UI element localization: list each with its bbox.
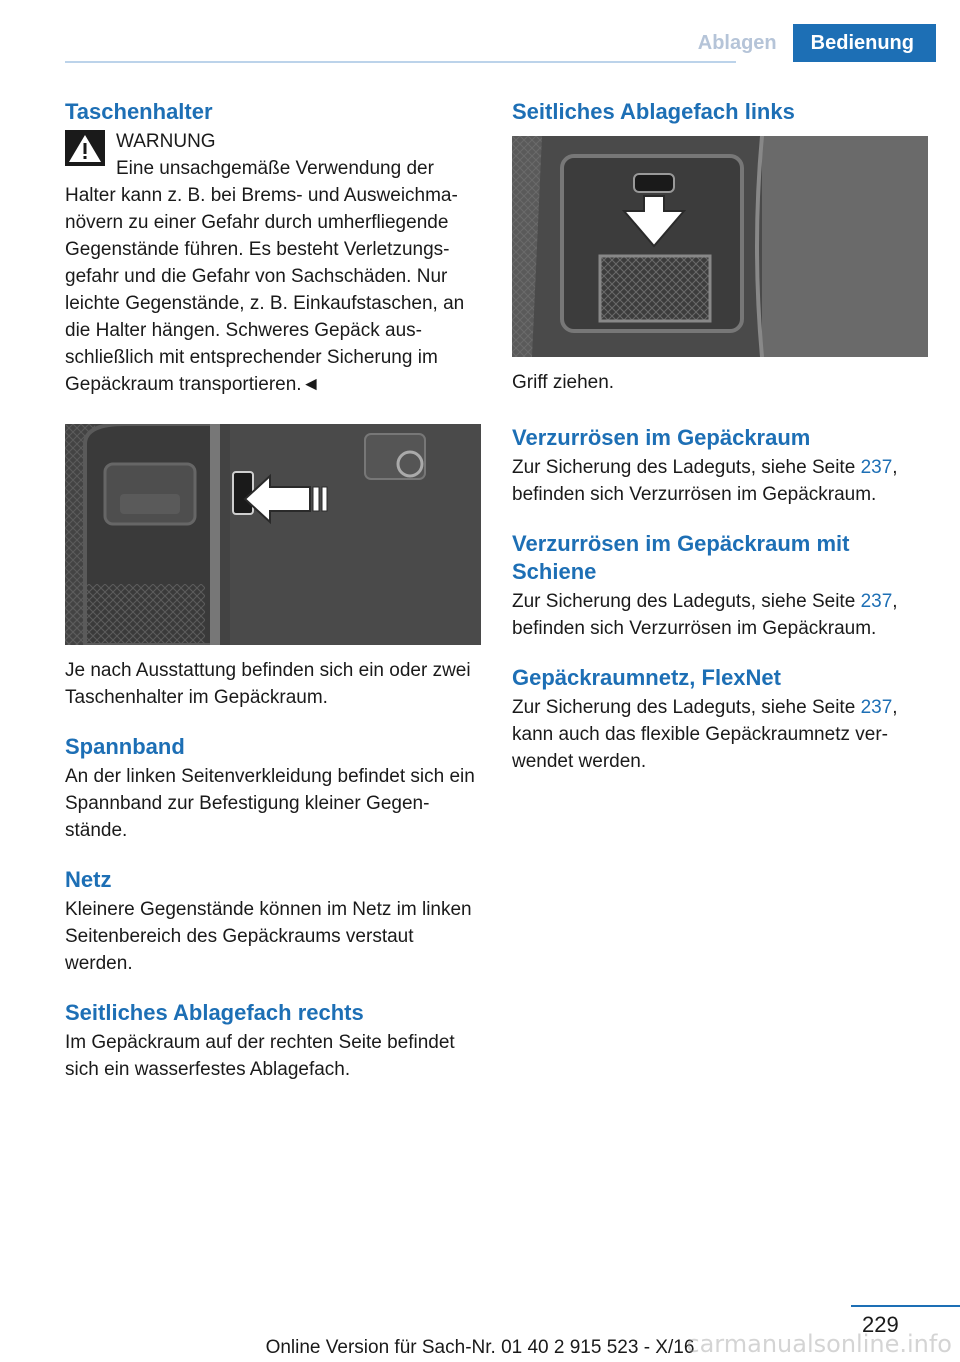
schiene-page-link[interactable]: 237 xyxy=(860,591,893,612)
header-divider xyxy=(65,61,736,63)
rechts-text: Im Gepäckraum auf der rechten Seite befindet sich ein wasserfestes Ablagefach. xyxy=(65,1032,455,1080)
right-column xyxy=(512,98,928,797)
warning-block xyxy=(65,128,481,398)
page-number: 229 xyxy=(862,1312,899,1337)
flexnet-text-b: , kann auch das flexible Gepäckraumnetz verwendet werden. xyxy=(512,697,898,772)
flexnet-text xyxy=(512,694,928,775)
verzurr-page-link[interactable]: 237 xyxy=(860,457,893,478)
section-netz xyxy=(65,866,481,977)
verzurr-text-a: Zur Sicherung des Ladeguts, siehe Seite xyxy=(512,457,861,478)
section-links xyxy=(512,369,928,396)
heading-schiene: Verzurrösen im Gepäckraum mit Schiene xyxy=(512,531,850,584)
footer-online-version: Online Version für Sach-Nr. 01 40 2 915 523 - X/16 xyxy=(265,1337,695,1358)
watermark: carmanualsonline.info xyxy=(686,1330,952,1358)
ablagefach-links-photo xyxy=(512,136,928,357)
taschenhalter-photo xyxy=(65,424,481,645)
heading-rechts: Seitliches Ablagefach rechts xyxy=(65,1000,364,1025)
heading-flexnet: Gepäckraumnetz, FlexNet xyxy=(512,665,781,690)
section-flexnet xyxy=(512,664,928,775)
section-links-heading xyxy=(512,98,928,126)
tab-ablagen[interactable]: Ablagen xyxy=(697,32,777,54)
heading-verzurr: Verzurrösen im Gepäckraum xyxy=(512,425,811,450)
warning-text: Eine unsachgemäße Verwendung der Halter kann z. B. bei Brems- und Ausweichmanövern zu einer Gefahr durch umherfliegende Gegenstände führen. Es besteht Verletzungsgefahr und die Gefahr von Sachschäden. Nur leichte Gegenstände, z. B. Einkaufstaschen, an die Halter hängen. Schweres Gepäck ausschließlich mit entsprechender Sicherung im Gepäckraum transportieren.◄ xyxy=(65,158,465,395)
flexnet-text-a: Zur Sicherung des Ladeguts, siehe Seite xyxy=(512,697,861,718)
schiene-text-b: , befinden sich Verzurrösen im Gepäckraum. xyxy=(512,591,898,639)
heading-taschenhalter: Taschenhalter xyxy=(65,99,213,124)
section-verzurr xyxy=(512,424,928,508)
spannband-text: An der linken Seitenverkleidung befindet sich ein Spannband zur Befestigung kleiner Gegenstände. xyxy=(65,766,475,841)
heading-spannband: Spannband xyxy=(65,734,185,759)
taschenhalter-text: Je nach Ausstattung befinden sich ein oder zwei Taschenhalter im Gepäckraum. xyxy=(65,660,471,708)
flexnet-page-link[interactable]: 237 xyxy=(860,697,893,718)
verzurr-text xyxy=(512,454,928,508)
section-schiene xyxy=(512,530,928,642)
links-text: Griff ziehen. xyxy=(512,372,615,393)
section-rechts xyxy=(65,999,481,1083)
tab-bedienung[interactable]: Bedienung xyxy=(793,24,936,62)
warning-label: WARNUNG xyxy=(116,131,216,152)
header-tabs xyxy=(682,24,936,62)
heading-netz: Netz xyxy=(65,867,112,892)
section-spannband xyxy=(65,733,481,844)
heading-links: Seitliches Ablagefach links xyxy=(512,99,795,124)
verzurr-text-b: , befinden sich Verzurrösen im Gepäckraum. xyxy=(512,457,898,505)
schiene-text-a: Zur Sicherung des Ladeguts, siehe Seite xyxy=(512,591,861,612)
schiene-text xyxy=(512,588,928,642)
footer-divider xyxy=(851,1305,960,1307)
section-taschenhalter xyxy=(65,98,481,398)
warning-icon xyxy=(65,130,105,166)
left-column xyxy=(65,98,481,1105)
section-taschenhalter-info xyxy=(65,657,481,711)
netz-text: Kleinere Gegenstände können im Netz im linken Seitenbereich des Gepäckraums verstaut werden. xyxy=(65,899,472,974)
